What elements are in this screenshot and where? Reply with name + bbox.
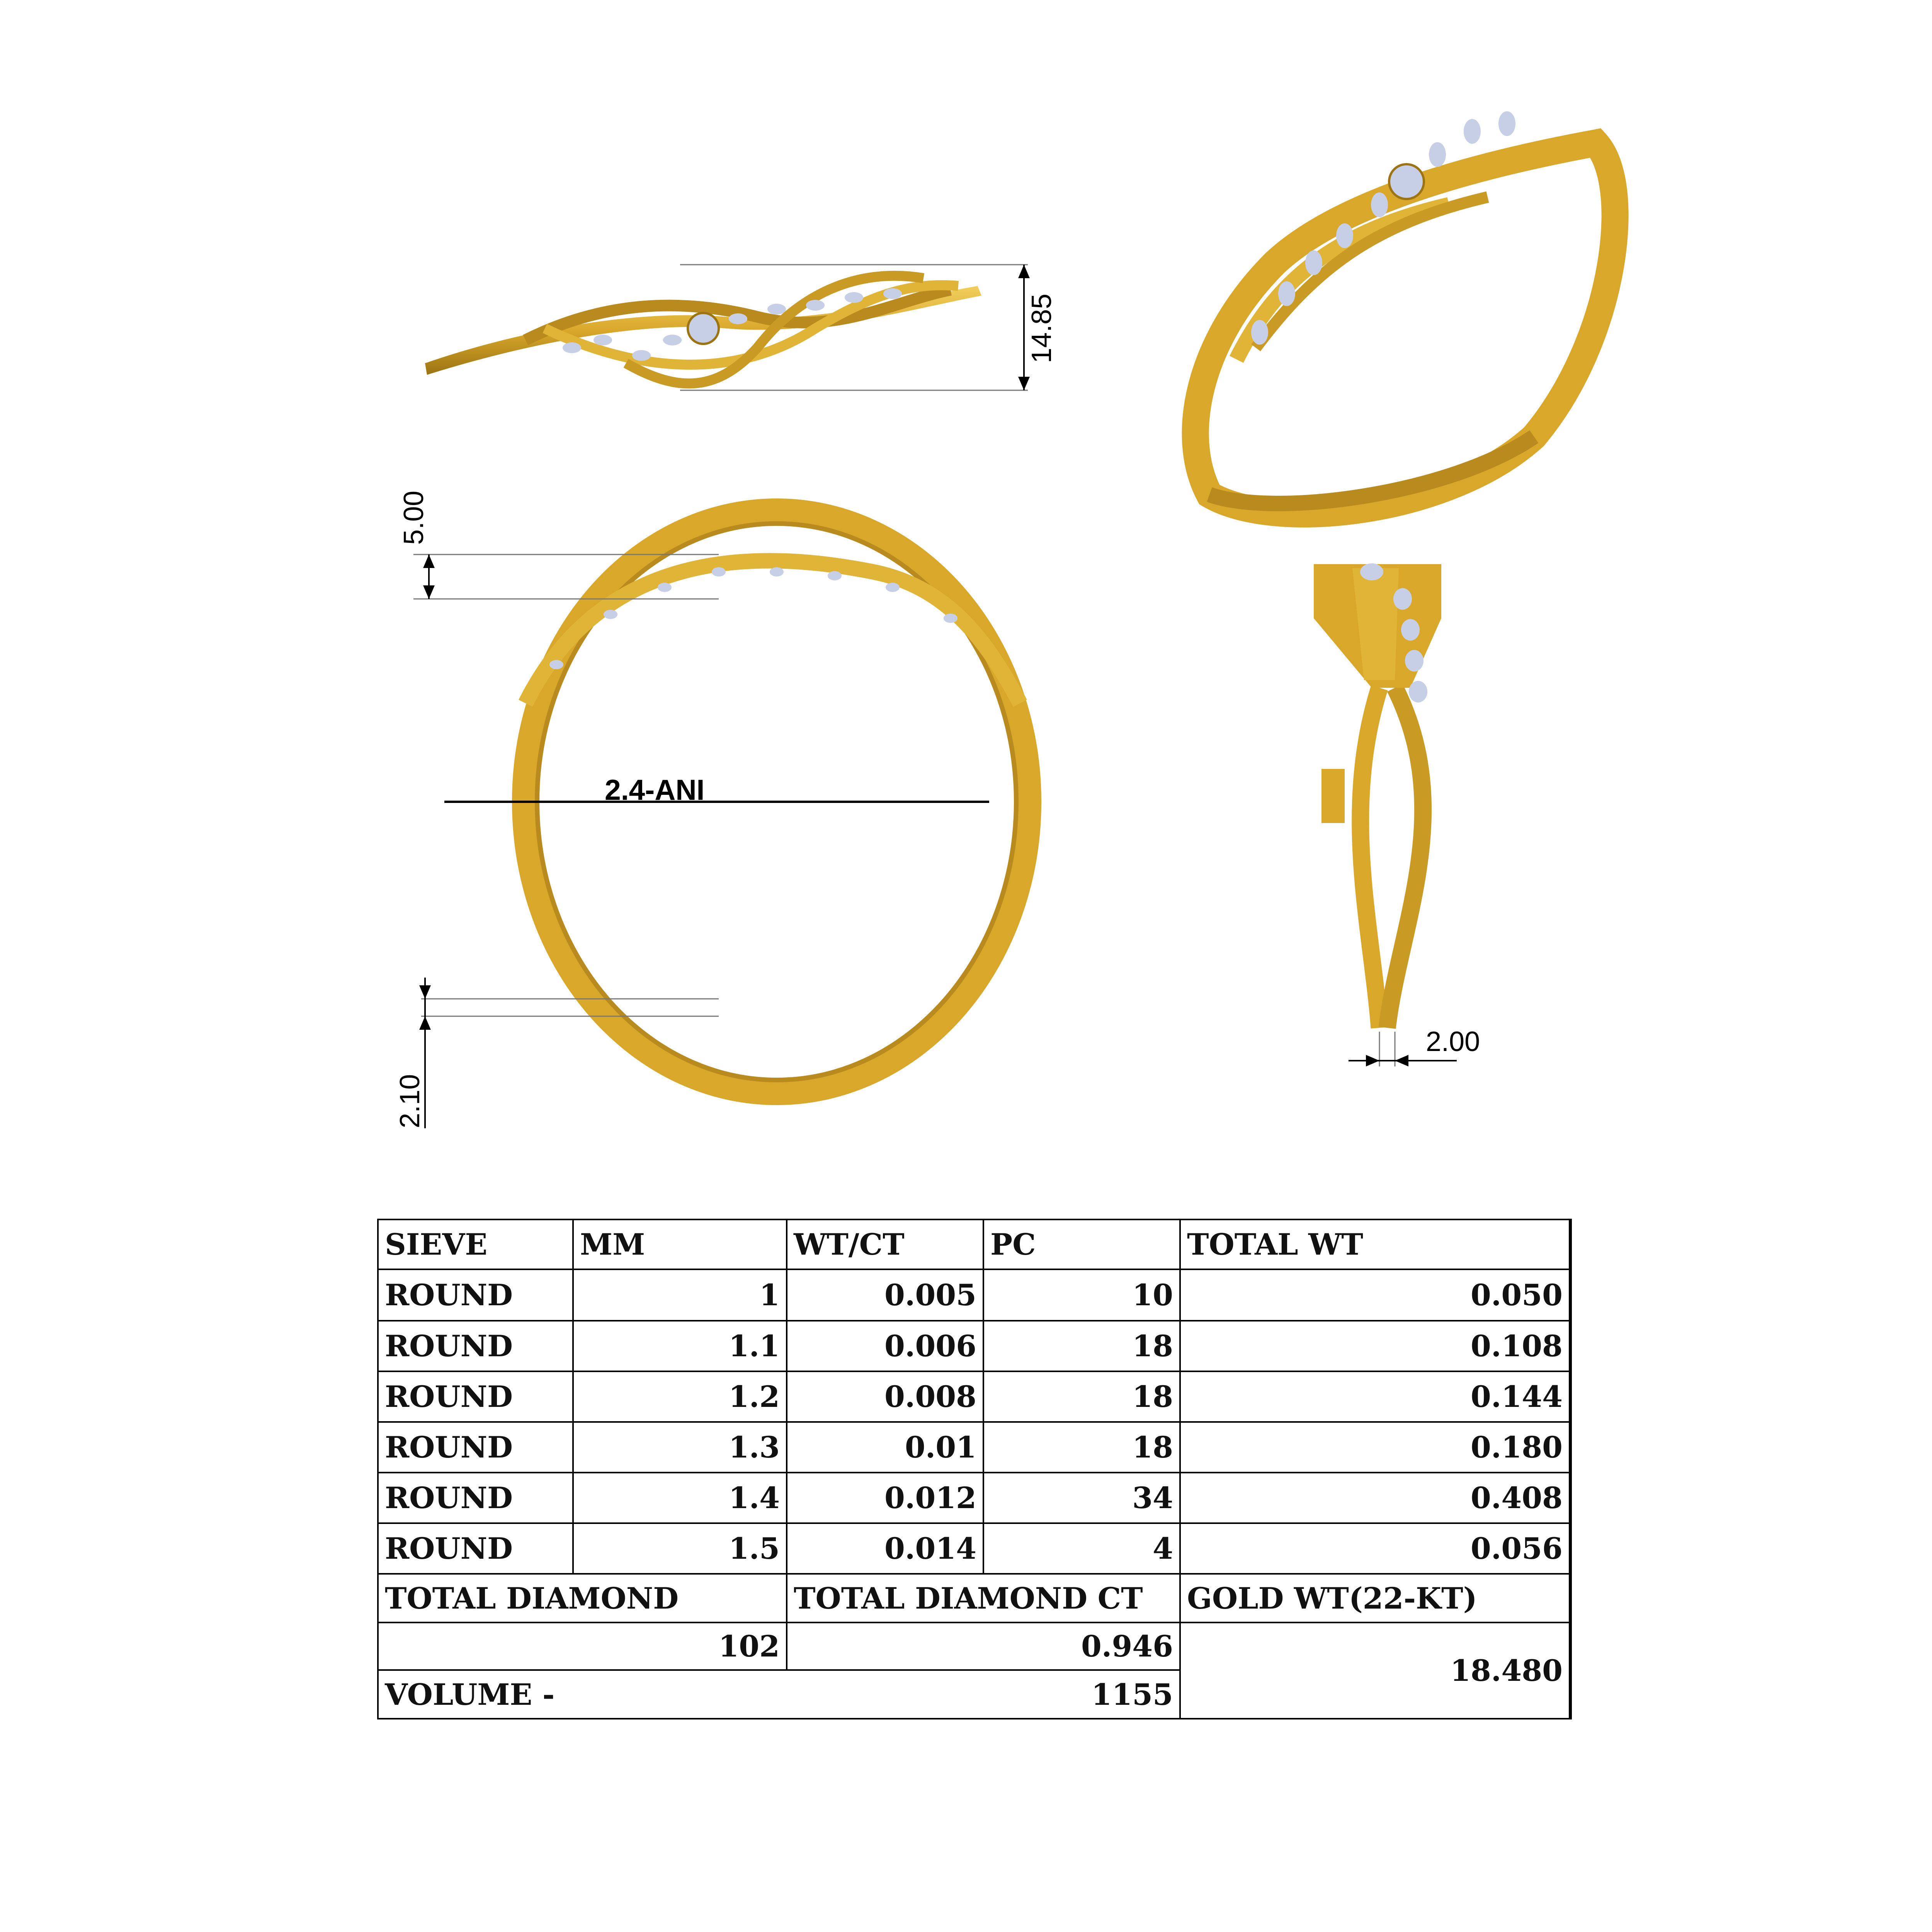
row-wt: 0.014 (884, 1531, 976, 1566)
header-pc: PC (990, 1227, 1036, 1262)
gold-wt-value: 18.480 (1450, 1653, 1563, 1688)
header-sieve: SIEVE (385, 1227, 488, 1262)
row-pc: 4 (1153, 1531, 1173, 1566)
row-wt: 0.008 (884, 1379, 976, 1414)
row-wt: 0.01 (905, 1430, 976, 1464)
row-mm: 1.5 (728, 1531, 780, 1566)
bangle-front-shape (425, 276, 981, 384)
row-sieve: ROUND (385, 1481, 513, 1515)
total-diamond-value: 102 (718, 1629, 780, 1663)
total-diamond-label: TOTAL DIAMOND (385, 1581, 679, 1616)
front-view (410, 251, 1066, 406)
top-view (371, 471, 1066, 1148)
total-diamond-ct-value: 0.946 (1081, 1629, 1173, 1663)
gold-wt-label: GOLD WT(22-KT) (1187, 1581, 1477, 1616)
bangle-side-shape (1314, 563, 1441, 1028)
side-view (1294, 541, 1526, 1101)
row-sieve: ROUND (385, 1430, 513, 1464)
row-mm: 1 (759, 1278, 780, 1312)
row-wt: 0.012 (884, 1481, 976, 1515)
diamond-spec-table (377, 1219, 1572, 1719)
dim-height-front: 14.85 (1026, 293, 1057, 363)
total-diamond-ct-label: TOTAL DIAMOND CT (794, 1581, 1143, 1616)
size-label: 2.4-ANI (605, 774, 705, 806)
row-total: 0.056 (1471, 1531, 1563, 1566)
row-sieve: ROUND (385, 1329, 513, 1363)
row-sieve: ROUND (385, 1278, 513, 1312)
row-mm: 1.4 (728, 1481, 780, 1515)
perspective-view (1179, 108, 1642, 533)
row-sieve: ROUND (385, 1531, 513, 1566)
row-total: 0.180 (1471, 1430, 1563, 1464)
row-pc: 18 (1132, 1430, 1173, 1464)
row-pc: 18 (1132, 1329, 1173, 1363)
row-total: 0.144 (1471, 1379, 1563, 1414)
row-wt: 0.006 (884, 1329, 976, 1363)
row-mm: 1.3 (728, 1430, 780, 1464)
header-total-wt: TOTAL WT (1187, 1227, 1363, 1262)
row-pc: 10 (1132, 1278, 1173, 1312)
dim-top-height: 5.00 (398, 490, 429, 545)
row-mm: 1.1 (728, 1329, 780, 1363)
row-total: 0.050 (1471, 1278, 1563, 1312)
volume-value: 1155 (1091, 1677, 1173, 1712)
row-wt: 0.005 (884, 1278, 976, 1312)
row-pc: 18 (1132, 1379, 1173, 1414)
header-mm: MM (580, 1227, 645, 1262)
row-total: 0.108 (1471, 1329, 1563, 1363)
row-pc: 34 (1132, 1481, 1173, 1515)
dim-band-thickness: 2.10 (395, 1074, 425, 1128)
row-sieve: ROUND (385, 1379, 513, 1414)
header-wt-ct: WT/CT (794, 1227, 905, 1262)
volume-label: VOLUME - (385, 1677, 555, 1712)
dim-side-width: 2.00 (1426, 1026, 1480, 1057)
row-mm: 1.2 (728, 1379, 780, 1414)
row-total: 0.408 (1471, 1481, 1563, 1515)
bangle-perspective-shape (1196, 111, 1615, 514)
